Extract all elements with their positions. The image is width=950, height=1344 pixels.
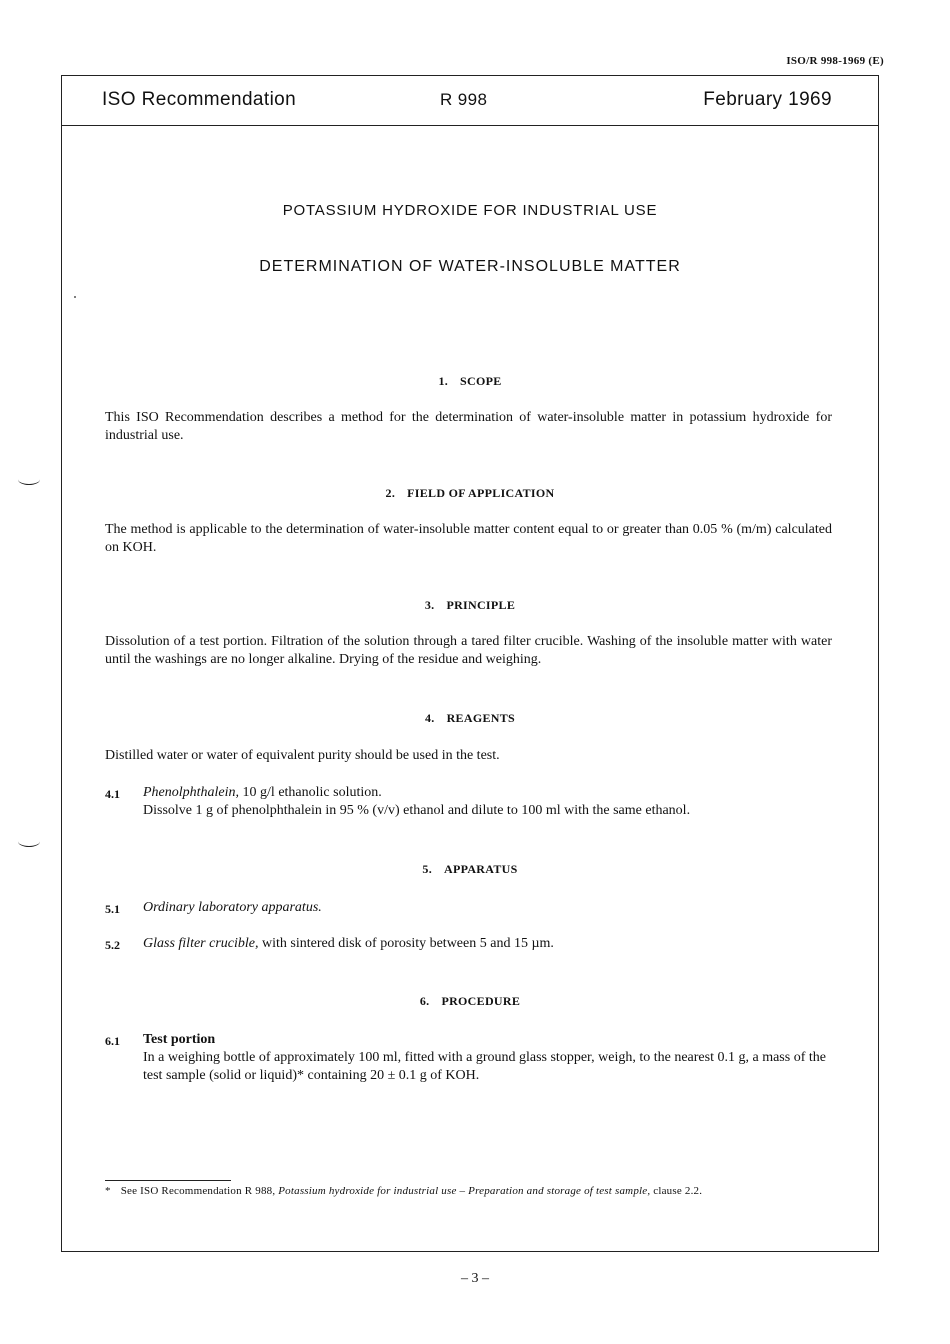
header-number: R 998 — [440, 90, 488, 109]
section-heading-procedure — [62, 994, 878, 1009]
page-number: – 3 – — [461, 1271, 489, 1286]
clause-5-2 — [143, 935, 833, 953]
clause-number: 4.1 — [105, 787, 120, 801]
clause-number: 5.2 — [105, 938, 120, 952]
reagents-text: Distilled water or water of equivalent purity should be used in the test. — [105, 748, 500, 763]
clause-number: 5.1 — [105, 902, 120, 916]
clause-term: Ordinary laboratory apparatus. — [143, 900, 322, 915]
section-title: PRINCIPLE — [446, 598, 516, 612]
clause-term: Glass filter crucible, — [143, 936, 259, 951]
section-title: PROCEDURE — [441, 994, 521, 1008]
section-title: SCOPE — [460, 374, 502, 388]
section-heading-reagents — [62, 711, 878, 726]
section-heading-principle — [62, 598, 878, 613]
binding-mark — [18, 474, 40, 485]
clause-6-1 — [143, 1031, 833, 1085]
footnote-lead: See ISO Recommendation R 988, — [120, 1185, 279, 1197]
header-date: February 1969 — [703, 89, 832, 110]
footnote — [105, 1185, 845, 1197]
section-number: 1. — [438, 374, 449, 388]
document-code: ISO/R 998-1969 (E) — [786, 55, 884, 67]
scan-speck — [74, 296, 76, 298]
footnote-divider — [105, 1180, 231, 1181]
footnote-marker: * — [105, 1185, 111, 1197]
section-title: REAGENTS — [446, 711, 516, 725]
binding-mark — [18, 836, 40, 847]
section-number: 3. — [424, 598, 435, 612]
clause-title: Test portion — [143, 1032, 216, 1047]
section-heading-field — [62, 486, 878, 501]
clause-text: In a weighing bottle of approximately 100 ml, fitted with a ground glass stopper, weigh, to the nearest 0.1 g, a mass of the test sample (solid or liquid)* containing 20 ± 0.1 g of KOH. — [143, 1050, 826, 1083]
field-text: The method is applicable to the determination of water-insoluble matter content equal to or greater than 0.05 % (m/m) calculated on KOH. — [105, 522, 832, 555]
footnote-title: Potassium hydroxide for industrial use – Preparation and storage of test sample, — [278, 1185, 651, 1197]
clause-term: Phenolphthalein, — [143, 785, 240, 800]
section-heading-scope — [62, 374, 878, 389]
section-number: 6. — [419, 994, 430, 1008]
clause-text: with sintered disk of porosity between 5 and 15 µm. — [258, 936, 554, 951]
clause-5-1 — [143, 899, 833, 917]
scope-text: This ISO Recommendation describes a method for the determination of water-insoluble matter in potassium hydroxide for industrial use. — [105, 410, 832, 443]
principle-text: Dissolution of a test portion. Filtration of the solution through a tared filter crucible. Washing of the insoluble matter with water until the washings are no longer alkaline. Drying of the residue and weighing. — [105, 634, 832, 667]
clause-text: 10 g/l ethanolic solution. — [239, 785, 382, 800]
clause-text: Dissolve 1 g of phenolphthalein in 95 % (v/v) ethanol and dilute to 100 ml with the same ethanol. — [143, 803, 691, 818]
section-title: FIELD OF APPLICATION — [407, 486, 555, 500]
section-title: APPARATUS — [444, 862, 518, 876]
clause-number: 6.1 — [105, 1034, 120, 1048]
header-series: ISO Recommendation — [102, 89, 297, 110]
section-number: 4. — [424, 711, 435, 725]
footnote-tail: clause 2.2. — [650, 1185, 703, 1197]
section-number: 5. — [422, 862, 432, 876]
header-bar — [62, 76, 878, 126]
page-frame — [61, 75, 879, 1252]
section-number: 2. — [385, 486, 396, 500]
document-subtitle: DETERMINATION OF WATER-INSOLUBLE MATTER — [259, 258, 681, 275]
document-title: POTASSIUM HYDROXIDE FOR INDUSTRIAL USE — [282, 202, 658, 219]
clause-4-1 — [143, 784, 833, 820]
section-heading-apparatus — [62, 862, 878, 877]
